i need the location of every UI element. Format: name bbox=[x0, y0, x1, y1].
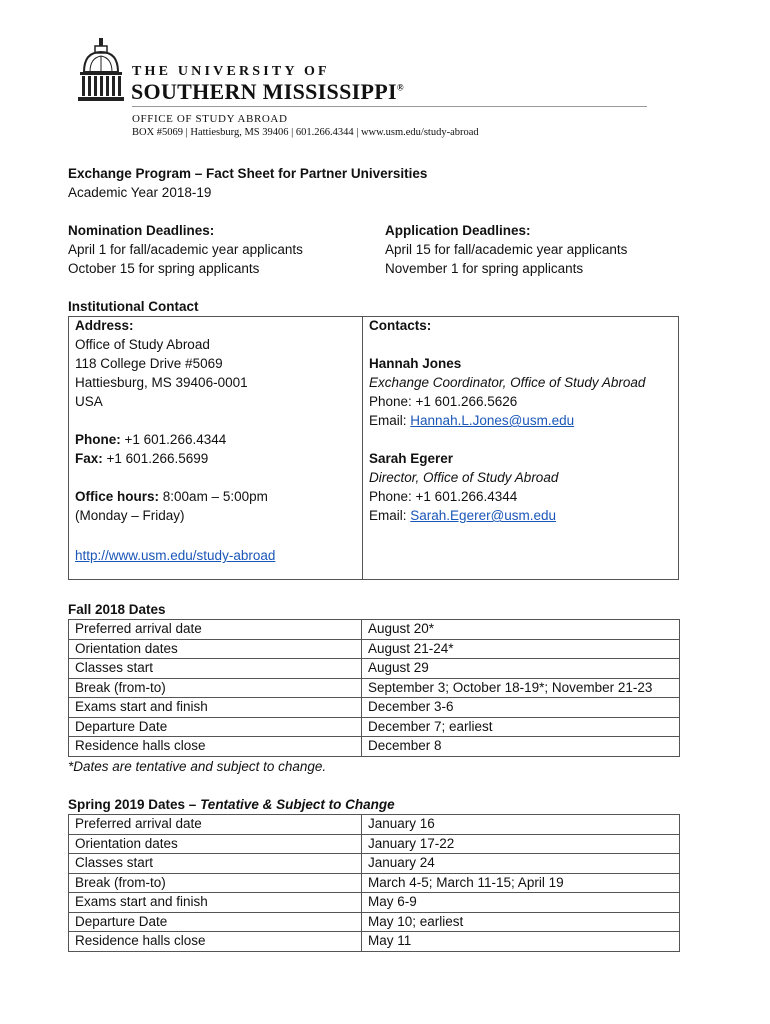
table-row bbox=[69, 854, 680, 874]
academic-year: Academic Year 2018-19 bbox=[68, 185, 212, 200]
address-line: 118 College Drive #5069 bbox=[75, 356, 223, 371]
spring-dates-heading: Spring 2019 Dates – Tentative & Subject to Change bbox=[68, 797, 395, 812]
table-row bbox=[69, 737, 680, 757]
date-label: Departure Date bbox=[69, 717, 362, 737]
office-name: OFFICE OF STUDY ABROAD bbox=[132, 113, 288, 125]
university-name-line1: THE UNIVERSITY OF bbox=[132, 64, 330, 79]
page-title: Exchange Program – Fact Sheet for Partner Universities bbox=[68, 166, 428, 181]
table-row bbox=[69, 932, 680, 952]
date-value: September 3; October 18-19*; November 21-23 bbox=[362, 678, 680, 698]
contact-name: Hannah Jones bbox=[369, 356, 462, 371]
fall-dates-heading: Fall 2018 Dates bbox=[68, 602, 166, 617]
table-row bbox=[69, 698, 680, 718]
phone-line: Phone: +1 601.266.4344 bbox=[75, 432, 227, 447]
date-value: January 17-22 bbox=[362, 834, 680, 854]
table-row bbox=[69, 873, 680, 893]
date-label: Orientation dates bbox=[69, 639, 362, 659]
date-label: Classes start bbox=[69, 659, 362, 679]
date-value: January 16 bbox=[362, 815, 680, 835]
contact-email-line: Email: Sarah.Egerer@usm.edu bbox=[369, 508, 557, 523]
address-line: USA bbox=[75, 394, 103, 409]
fax-line: Fax: +1 601.266.5699 bbox=[75, 451, 209, 466]
table-row bbox=[69, 834, 680, 854]
address-line: Hattiesburg, MS 39406-0001 bbox=[75, 375, 248, 390]
office-hours-line: Office hours: 8:00am – 5:00pm bbox=[75, 489, 268, 504]
date-value: March 4-5; March 11-15; April 19 bbox=[362, 873, 680, 893]
application-deadline: November 1 for spring applicants bbox=[385, 261, 584, 276]
date-label: Exams start and finish bbox=[69, 698, 362, 718]
header-divider bbox=[132, 106, 647, 107]
fall-dates-table bbox=[68, 619, 680, 757]
application-heading: Application Deadlines: bbox=[385, 223, 531, 238]
email-link[interactable]: Hannah.L.Jones@usm.edu bbox=[410, 413, 575, 428]
date-label: Orientation dates bbox=[69, 834, 362, 854]
contact-phone: Phone: +1 601.266.4344 bbox=[369, 489, 518, 504]
date-label: Break (from-to) bbox=[69, 678, 362, 698]
contact-phone: Phone: +1 601.266.5626 bbox=[369, 394, 518, 409]
contact-email-line: Email: Hannah.L.Jones@usm.edu bbox=[369, 413, 575, 428]
date-value: August 21-24* bbox=[362, 639, 680, 659]
table-row bbox=[69, 620, 680, 640]
nomination-deadline: October 15 for spring applicants bbox=[68, 261, 260, 276]
date-label: Preferred arrival date bbox=[69, 815, 362, 835]
table-row bbox=[69, 815, 680, 835]
address-line: Office of Study Abroad bbox=[75, 337, 210, 352]
date-value: December 8 bbox=[362, 737, 680, 757]
nomination-heading: Nomination Deadlines: bbox=[68, 223, 215, 238]
date-label: Preferred arrival date bbox=[69, 620, 362, 640]
table-row bbox=[69, 893, 680, 913]
email-link[interactable]: Sarah.Egerer@usm.edu bbox=[410, 508, 557, 523]
date-value: January 24 bbox=[362, 854, 680, 874]
date-value: December 3-6 bbox=[362, 698, 680, 718]
date-label: Break (from-to) bbox=[69, 873, 362, 893]
website-link[interactable]: http://www.usm.edu/study-abroad bbox=[75, 548, 276, 563]
date-value: May 10; earliest bbox=[362, 912, 680, 932]
date-label: Classes start bbox=[69, 854, 362, 874]
table-row bbox=[69, 639, 680, 659]
nomination-deadline: April 1 for fall/academic year applicants bbox=[68, 242, 303, 257]
spring-dates-table bbox=[68, 814, 680, 952]
contact-title: Director, Office of Study Abroad bbox=[369, 470, 559, 485]
university-dome-icon bbox=[78, 38, 124, 102]
address-label: Address: bbox=[75, 318, 134, 333]
office-contact-line: BOX #5069 | Hattiesburg, MS 39406 | 601.266.4344 | www.usm.edu/study-abroad bbox=[132, 127, 479, 138]
table-row bbox=[69, 678, 680, 698]
table-row bbox=[69, 912, 680, 932]
registered-mark: ® bbox=[396, 82, 404, 93]
contact-box-divider bbox=[362, 317, 363, 579]
date-label: Residence halls close bbox=[69, 932, 362, 952]
date-label: Residence halls close bbox=[69, 737, 362, 757]
date-value: December 7; earliest bbox=[362, 717, 680, 737]
table-row bbox=[69, 717, 680, 737]
office-hours-days: (Monday – Friday) bbox=[75, 508, 185, 523]
date-value: August 29 bbox=[362, 659, 680, 679]
table-row bbox=[69, 659, 680, 679]
date-value: August 20* bbox=[362, 620, 680, 640]
date-label: Departure Date bbox=[69, 912, 362, 932]
application-deadline: April 15 for fall/academic year applicants bbox=[385, 242, 628, 257]
fall-dates-note: *Dates are tentative and subject to change. bbox=[68, 759, 327, 774]
contact-name: Sarah Egerer bbox=[369, 451, 454, 466]
contacts-label: Contacts: bbox=[369, 318, 432, 333]
date-label: Exams start and finish bbox=[69, 893, 362, 913]
date-value: May 6-9 bbox=[362, 893, 680, 913]
contact-title: Exchange Coordinator, Office of Study Abroad bbox=[369, 375, 646, 390]
date-value: May 11 bbox=[362, 932, 680, 952]
university-name-line2: SOUTHERN MISSISSIPPI® bbox=[131, 79, 404, 104]
institutional-contact-heading: Institutional Contact bbox=[68, 299, 199, 314]
